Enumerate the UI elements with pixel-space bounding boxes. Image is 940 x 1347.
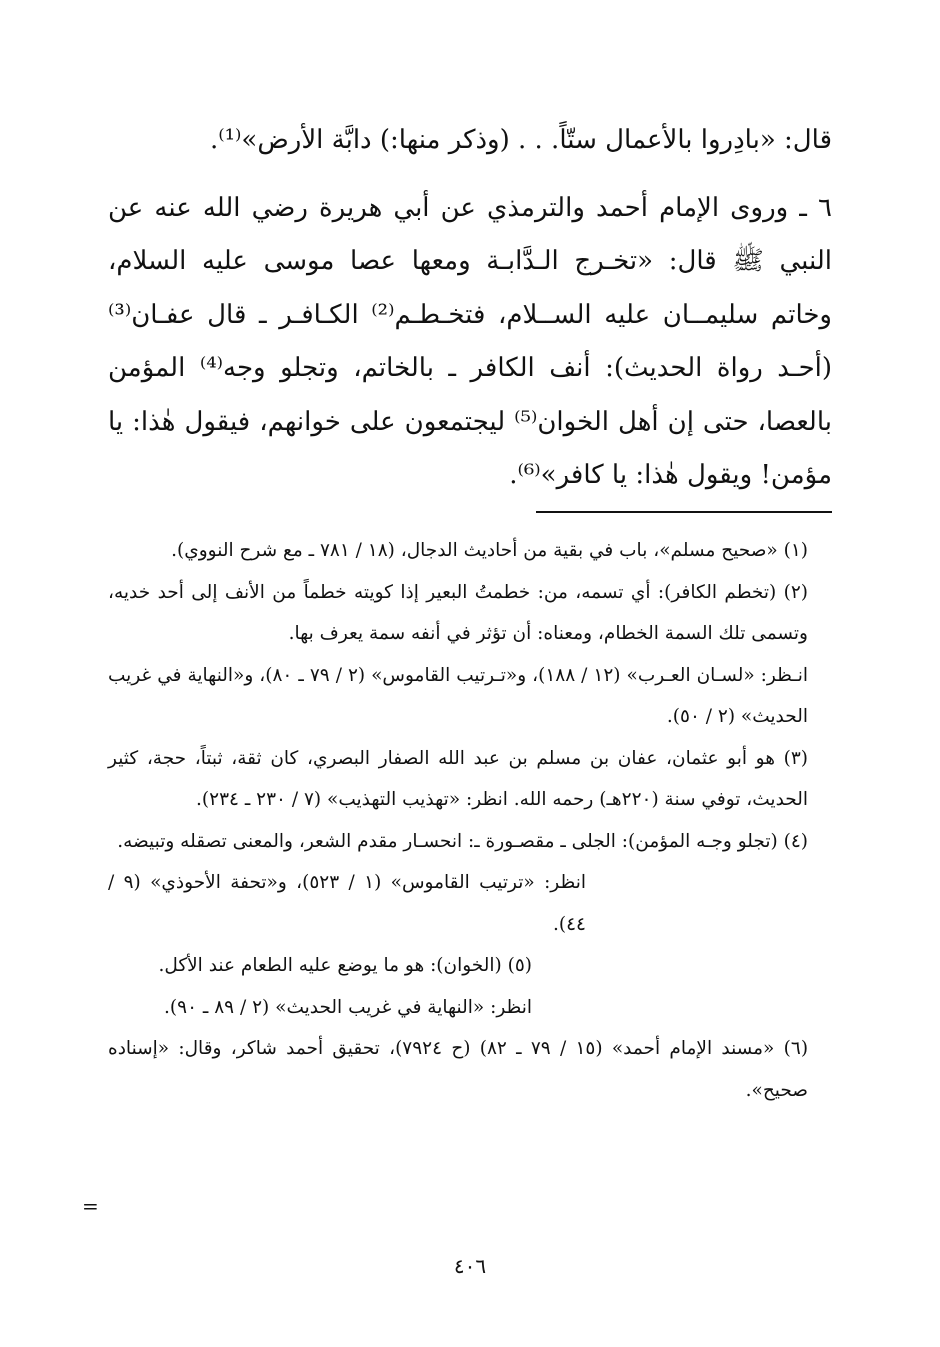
footnotes xyxy=(108,530,832,1111)
footnote-divider xyxy=(536,511,832,513)
margin-mark: = xyxy=(82,1194,99,1218)
footnote-1: (١) «صحيح مسلم»، باب في بقية من أحاديث الدجال، (١٨ / ٧٨١ ـ مع شرح النووي). xyxy=(171,540,808,561)
footnote-6: (٦) «مسند الإمام أحمد» (١٥ / ٧٩ ـ ٨٢) (ح ٧٩٢٤)، تحقيق أحمد شاكر، وقال: «إسناده صحيح». xyxy=(108,1038,809,1101)
main-text xyxy=(108,114,832,503)
footnote-5: (٥) (الخوان): هو ما يوضع عليه الطعام عند الأكل. xyxy=(158,955,532,976)
main-paragraph-2: ٦ ـ وروى الإمام أحمد والترمذي عن أبي هريرة رضي الله عنه عن النبي ﷺ قال: «تخـرج الـدَّابـة ومعها عصا موسى عليه السلام، وخاتم سليمــان عليه الســلام، فتخـطـم⁽²⁾ الكـافـر ـ قال عفـان⁽³⁾ (أحـد رواة الحديث): أنف الكافر ـ بالخاتم، وتجلو وجه⁽⁴⁾ المؤمن بالعصا، حتى إن أهل الخوان⁽⁵⁾ ليجتمعون على خوانهم، فيقول هٰذا: يا مؤمن! ويقول هٰذا: يا كافر»⁽⁶⁾. xyxy=(108,192,833,490)
footnote-4-reference: انظر: «ترتيب القاموس» (١ / ٥٢٣)، و«تحفة الأحوذي» (٩ / ٤٤). xyxy=(108,872,586,935)
footnote-2-reference: انـظر: «لسـان العـرب» (١٢ / ١٨٨)، و«تـرتيب القاموس» (٢ / ٧٩ ـ ٨٠)، و«النهاية في غريب الحديث» (٢ / ٥٠). xyxy=(108,664,809,727)
footnote-3: (٣) هو أبو عثمان، عفان بن مسلم بن عبد الله الصفار البصري، كان ثقة، ثبتاً، حجة، كثير الحديث، توفي سنة (٢٢٠هـ) رحمه الله. انظر: «تهذيب التهذيب» (٧ / ٢٣٠ ـ ٢٣٤). xyxy=(108,747,808,810)
footnote-2: (٢) (تخطم الكافر): أي تسمه، من: خطمتُ البعير إذا كويته خطماً من الأنف إلى أحد خديه، وتسمى تلك السمة الخطام، ومعناه: أن تؤثر في أنفه سمة يعرف بها. xyxy=(108,581,808,644)
page-number: ٤٠٦ xyxy=(453,1254,487,1278)
footnote-4: (٤) (تجلو وجـه المؤمن): الجلى ـ مقصـورة ـ: انحسـار مقدم الشعر، والمعنى تصقله وتبيضه. xyxy=(117,830,808,852)
footnote-5-reference: انظر: «النهاية في غريب الحديث» (٢ / ٨٩ ـ ٩٠). xyxy=(164,996,532,1018)
main-paragraph-1: قال: «بادِروا بالأعمال ستّاً. . . (وذكر منها:) دابَّة الأرض»⁽¹⁾. xyxy=(209,125,832,155)
